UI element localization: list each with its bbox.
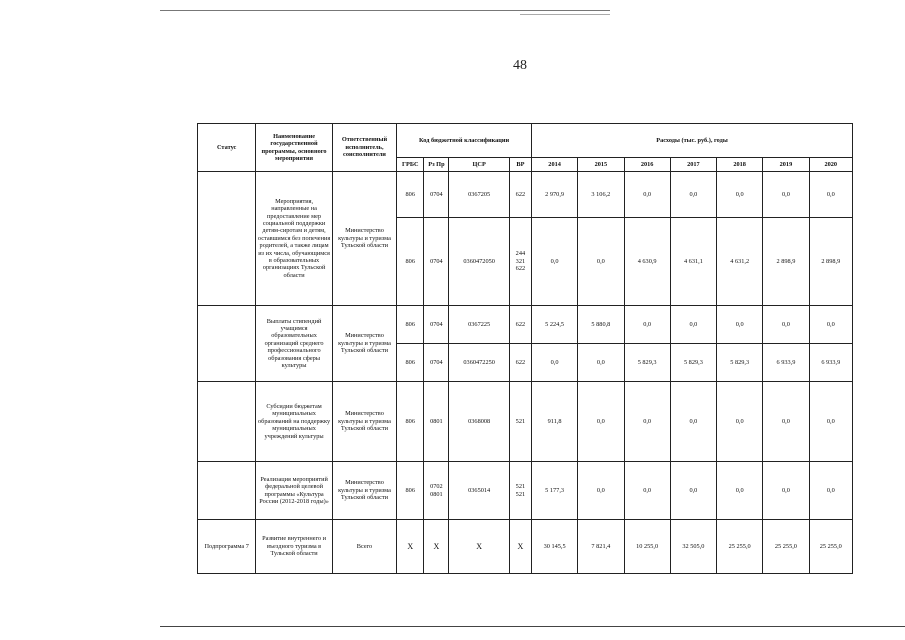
grbs-cell: X <box>397 520 424 574</box>
csr-cell: 0360472050 <box>449 218 509 306</box>
header-year: 2020 <box>809 158 852 172</box>
value-cell: 7 821,4 <box>578 520 624 574</box>
header-vr: ВР <box>509 158 531 172</box>
value-cell: 0,0 <box>578 344 624 382</box>
csr-cell: 0367225 <box>449 306 509 344</box>
grbs-cell: 806 <box>397 382 424 462</box>
header-year: 2014 <box>531 158 577 172</box>
value-cell: 5 829,3 <box>624 344 670 382</box>
vr-cell: X <box>509 520 531 574</box>
value-cell: 0,0 <box>670 382 716 462</box>
value-cell: 4 631,2 <box>717 218 763 306</box>
top-scan-line <box>160 10 610 11</box>
csr-cell: 0368008 <box>449 382 509 462</box>
vr-cell: 244 321 622 <box>509 218 531 306</box>
value-cell: 0,0 <box>624 382 670 462</box>
bottom-scan-line <box>160 626 905 627</box>
value-cell: 0,0 <box>717 306 763 344</box>
header-name: Наименование государственной программы, основного мероприятия <box>256 124 332 172</box>
table-row <box>198 172 853 218</box>
value-cell: 0,0 <box>531 218 577 306</box>
value-cell: 5 829,3 <box>717 344 763 382</box>
csr-cell: X <box>449 520 509 574</box>
csr-cell: 0360472250 <box>449 344 509 382</box>
value-cell: 5 829,3 <box>670 344 716 382</box>
table-row <box>198 306 853 344</box>
value-cell: 0,0 <box>578 382 624 462</box>
csr-cell: 0367205 <box>449 172 509 218</box>
value-cell: 25 255,0 <box>809 520 852 574</box>
value-cell: 0,0 <box>809 382 852 462</box>
rzpr-cell: 0704 <box>424 344 449 382</box>
value-cell: 30 145,5 <box>531 520 577 574</box>
status-cell <box>198 306 256 382</box>
grbs-cell: 806 <box>397 462 424 520</box>
value-cell: 6 933,9 <box>809 344 852 382</box>
value-cell: 2 970,9 <box>531 172 577 218</box>
value-cell: 0,0 <box>531 344 577 382</box>
table-row <box>198 382 853 462</box>
header-grbs: ГРБС <box>397 158 424 172</box>
vr-cell: 622 <box>509 306 531 344</box>
header-year: 2017 <box>670 158 716 172</box>
value-cell: 5 880,8 <box>578 306 624 344</box>
value-cell: 3 106,2 <box>578 172 624 218</box>
value-cell: 0,0 <box>624 462 670 520</box>
value-cell: 0,0 <box>763 382 809 462</box>
header-expenses-group: Расходы (тыс. руб.), годы <box>531 124 852 158</box>
event-name-cell: Выплаты стипендий учащимся образовательных организаций среднего профессионального образования сферы культуры <box>256 306 332 382</box>
responsible-cell: Министерство культуры и туризма Тульской области <box>332 462 396 520</box>
value-cell: 0,0 <box>624 172 670 218</box>
value-cell: 0,0 <box>670 172 716 218</box>
csr-cell: 0365014 <box>449 462 509 520</box>
responsible-cell: Министерство культуры и туризма Тульской области <box>332 306 396 382</box>
vr-cell: 521 <box>509 382 531 462</box>
status-cell <box>198 172 256 306</box>
vr-cell: 521 521 <box>509 462 531 520</box>
grbs-cell: 806 <box>397 218 424 306</box>
value-cell: 2 898,9 <box>763 218 809 306</box>
responsible-cell: Министерство культуры и туризма Тульской области <box>332 382 396 462</box>
value-cell: 10 255,0 <box>624 520 670 574</box>
subprogram-total-row <box>198 520 853 574</box>
rzpr-cell: 0704 <box>424 306 449 344</box>
value-cell: 5 177,3 <box>531 462 577 520</box>
budget-table <box>197 123 853 574</box>
value-cell: 0,0 <box>809 306 852 344</box>
page-number: 48 <box>513 58 527 73</box>
rzpr-cell: 0704 <box>424 172 449 218</box>
event-name-cell: Мероприятия, направленные на предоставление мер социальной поддержки детям-сиротам и детям, оставшимся без попечения родителей, а также лицам из их числа, обучающимся в образовательных организациях Тульской области <box>256 172 332 306</box>
responsible-cell: Всего <box>332 520 396 574</box>
header-code-group: Код бюджетной классификации <box>397 124 532 158</box>
rzpr-cell: 0801 <box>424 382 449 462</box>
rzpr-cell: 0704 <box>424 218 449 306</box>
value-cell: 0,0 <box>578 462 624 520</box>
value-cell: 2 898,9 <box>809 218 852 306</box>
header-year: 2018 <box>717 158 763 172</box>
value-cell: 0,0 <box>717 172 763 218</box>
header-year: 2016 <box>624 158 670 172</box>
value-cell: 4 630,9 <box>624 218 670 306</box>
grbs-cell: 806 <box>397 306 424 344</box>
grbs-cell: 806 <box>397 344 424 382</box>
responsible-cell: Министерство культуры и туризма Тульской области <box>332 172 396 306</box>
status-cell <box>198 382 256 462</box>
header-csr: ЦСР <box>449 158 509 172</box>
header-status: Статус <box>198 124 256 172</box>
rzpr-cell: X <box>424 520 449 574</box>
value-cell: 32 505,0 <box>670 520 716 574</box>
header-year: 2019 <box>763 158 809 172</box>
value-cell: 0,0 <box>763 172 809 218</box>
header-year: 2015 <box>578 158 624 172</box>
value-cell: 6 933,9 <box>763 344 809 382</box>
value-cell: 4 631,1 <box>670 218 716 306</box>
status-cell <box>198 462 256 520</box>
value-cell: 25 255,0 <box>717 520 763 574</box>
value-cell: 0,0 <box>763 306 809 344</box>
value-cell: 0,0 <box>809 172 852 218</box>
vr-cell: 622 <box>509 344 531 382</box>
value-cell: 0,0 <box>717 382 763 462</box>
table-row <box>198 462 853 520</box>
header-row-1 <box>198 124 853 158</box>
event-name-cell: Реализация мероприятий федеральной целевой программы «Культура России (2012-2018 годы)» <box>256 462 332 520</box>
top-scan-line-short <box>520 14 610 15</box>
event-name-cell: Субсидии бюджетам муниципальных образований на поддержку муниципальных учреждений культуры <box>256 382 332 462</box>
header-rzpr: Рз Пр <box>424 158 449 172</box>
value-cell: 0,0 <box>763 462 809 520</box>
value-cell: 0,0 <box>624 306 670 344</box>
value-cell: 0,0 <box>809 462 852 520</box>
header-responsible: Ответственный исполнитель, соисполнители <box>332 124 396 172</box>
status-cell: Подпрограмма 7 <box>198 520 256 574</box>
value-cell: 0,0 <box>670 306 716 344</box>
subprogram-name-cell: Развитие внутреннего и въездного туризма в Тульской области <box>256 520 332 574</box>
vr-cell: 622 <box>509 172 531 218</box>
value-cell: 0,0 <box>717 462 763 520</box>
value-cell: 0,0 <box>578 218 624 306</box>
value-cell: 5 224,5 <box>531 306 577 344</box>
grbs-cell: 806 <box>397 172 424 218</box>
value-cell: 25 255,0 <box>763 520 809 574</box>
value-cell: 0,0 <box>670 462 716 520</box>
value-cell: 911,8 <box>531 382 577 462</box>
rzpr-cell: 0702 0801 <box>424 462 449 520</box>
